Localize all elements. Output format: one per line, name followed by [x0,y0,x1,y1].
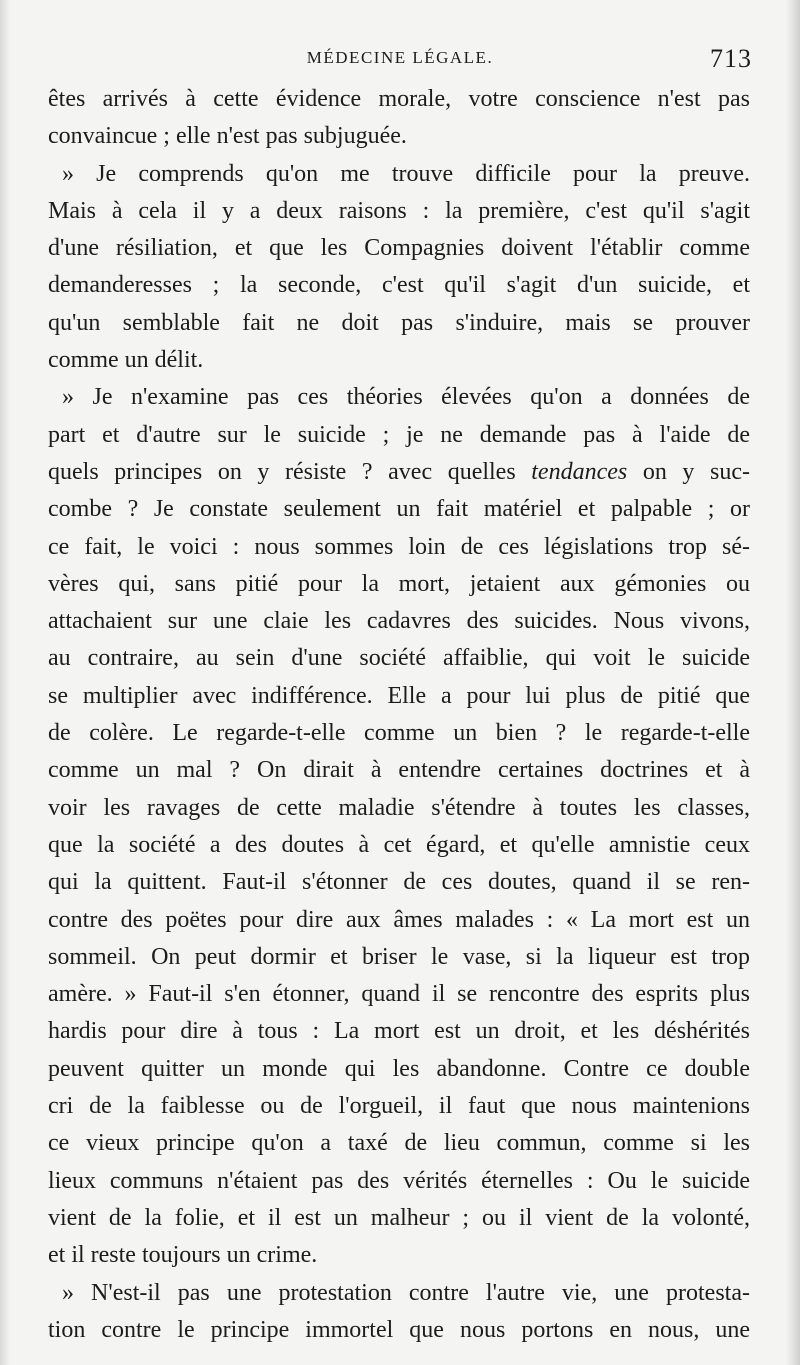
text-line-mixed [48,454,750,491]
text-line: » N'est-il pas une protestation contre l'autre vie, une protesta- [62,1279,750,1306]
text-line: êtes arrivés à cette évidence morale, votre conscience n'est pas [48,86,750,112]
text-line: combe ? Je constate seulement un fait matériel et palpable ; or [48,496,750,523]
text-run: on y suc- [627,458,750,485]
text-line: convaincue ; elle n'est pas subjuguée. [48,123,407,150]
text-line: comme un mal ? On dirait à entendre certaines doctrines et à [48,757,750,784]
text-line: sommeil. On peut dormir et briser le vase, si la liqueur est trop [48,943,750,970]
text-line: » Je n'examine pas ces théories élevées qu'on a données de [62,384,750,411]
text-line: tion contre le principe immortel que nous portons en nous, une [48,1316,750,1343]
text-line: et il reste toujours un crime. [48,1242,318,1269]
text-line: vères qui, sans pitié pour la mort, jetaient aux gémonies ou [48,570,750,597]
text-line: attachaient sur une claie les cadavres des suicides. Nous vivons, [48,608,750,635]
text-line: de colère. Le regarde-t-elle comme un bien ? le regarde-t-elle [48,720,750,747]
text-line: part et d'autre sur le suicide ; je ne demande pas à l'aide de [48,421,750,448]
text-run: quels principes on y résiste ? avec quelles [48,458,532,485]
text-line: Mais à cela il y a deux raisons : la première, c'est qu'il s'agit [48,197,750,224]
italic-term: tendances [531,458,628,485]
text-line: que la société a des doutes à cet égard, et qu'elle amnistie ceux [48,831,750,858]
text-line: qu'un semblable fait ne doit pas s'induire, mais se prouver [48,309,750,336]
text-line: ce fait, le voici : nous sommes loin de ces législations trop sé- [48,533,750,560]
text-line: hardis pour dire à tous : La mort est un droit, et les déshérités [48,1018,750,1045]
text-line: ce vieux principe qu'on a taxé de lieu commun, comme si les [48,1130,750,1157]
text-line: peuvent quitter un monde qui les abandonne. Contre ce double [48,1055,750,1082]
text-line: comme un délit. [48,347,204,374]
text-line: cri de la faiblesse ou de l'orgueil, il faut que nous maintenions [48,1093,750,1120]
text-line: vient de la folie, et il est un malheur ; ou il vient de la volonté, [48,1204,750,1231]
text-line: d'une résiliation, et que les Compagnies doivent l'établir comme [48,235,750,262]
text-line: se multiplier avec indifférence. Elle a pour lui plus de pitié que [48,682,750,709]
text-line: demanderesses ; la seconde, c'est qu'il s'agit d'un suicide, et [48,272,750,299]
running-title: MÉDECINE LÉGALE. [306,48,494,67]
page-edge-left [0,0,10,1365]
text-line: » Je comprends qu'on me trouve difficile pour la preuve. [62,160,750,187]
text-line: amère. » Faut-il s'en étonner, quand il se rencontre des esprits plus [48,981,750,1008]
text-line: contre des poëtes pour dire aux âmes malades : « La mort est un [48,906,750,933]
text-line: lieux communs n'étaient pas des vérités éternelles : Ou le suicide [48,1167,750,1194]
text-line: qui la quittent. Faut-il s'étonner de ces doutes, quand il se ren- [48,869,750,896]
running-head [48,44,752,72]
page-edge-right [786,0,800,1365]
text-line: voir les ravages de cette maladie s'étendre à toutes les classes, [48,794,750,821]
text-line: au contraire, au sein d'une société affaiblie, qui voit le suicide [48,645,750,672]
body-text [48,81,750,1349]
page-number: 713 [710,44,752,73]
